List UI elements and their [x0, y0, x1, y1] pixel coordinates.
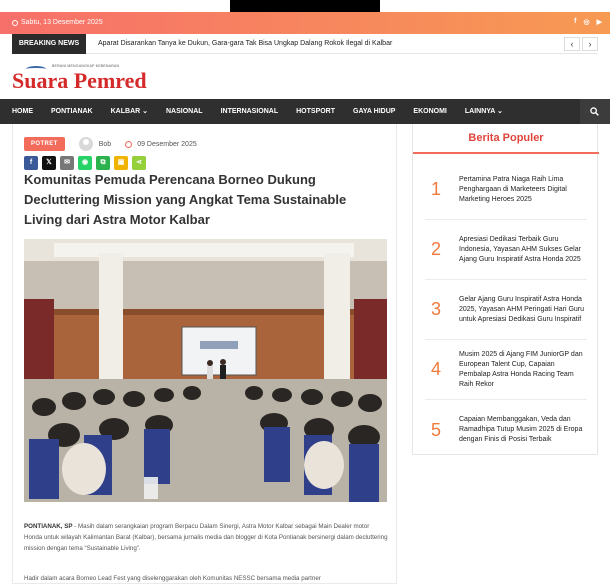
article-paragraph-1-text: - Masih dalam serangkaian program Berpacu Dalam Sinergi, Astra Motor Kalbar sebagai Main Dealer motor Honda untuk wilayah Kalimantan Barat (Kalbar), bersama jurnalis media dan blogger di Kota Pontianak bersinergi dalam decluttering mission dengan tema “Sustainable Living”.: [24, 523, 388, 552]
breaking-news-controls: [564, 37, 598, 51]
site-logo[interactable]: [12, 62, 172, 92]
publish-date: 09 Desember 2025: [137, 140, 197, 148]
nav-hotsport[interactable]: HOTSPORT: [296, 108, 336, 115]
nav-pontianak[interactable]: PONTIANAK: [51, 108, 93, 115]
article-paragraph-1: [24, 521, 389, 554]
facebook-icon[interactable]: f: [574, 18, 577, 25]
clock-icon: [12, 20, 18, 26]
popular-item[interactable]: [425, 160, 587, 220]
popular-headline[interactable]: Apresiasi Dedikasi Terbaik Guru Indonesia, Yayasan AHM Sukses Gelar Ajang Guru Inspiratif Astra Honda 2025: [459, 235, 581, 263]
popular-rank: 5: [431, 419, 442, 440]
nav-home[interactable]: HOME: [12, 108, 33, 115]
logo-tagline: BERANI MENGUNGKAP KEBENARAN: [52, 64, 120, 68]
instagram-icon[interactable]: ◎: [583, 19, 590, 26]
social-links: [574, 18, 602, 26]
popular-rank: 2: [431, 239, 442, 259]
popular-news-divider: [413, 152, 599, 154]
popular-news-sidebar: [412, 124, 598, 455]
share-buttons: [24, 156, 146, 170]
popular-item[interactable]: [425, 220, 587, 280]
nav-nasional[interactable]: NASIONAL: [166, 108, 203, 115]
logo-name: Suara Pemred: [12, 68, 147, 93]
top-bar: [0, 12, 610, 34]
popular-item[interactable]: [425, 280, 587, 340]
nav-lainnya[interactable]: LAINNYA ⌄: [464, 108, 503, 115]
breaking-news-headline[interactable]: Aparat Disarankan Tanya ke Dukun, Gara-gara Tak Bisa Ungkap Dalang Rokok Ilegal di Kalbar: [98, 40, 393, 47]
print-button[interactable]: ▣: [114, 156, 128, 170]
popular-headline[interactable]: Musim 2025 di Ajang FIM JuniorGP dan European Talent Cup, Capaian Pembalap Astra Honda Racing Team Raih Rekor: [459, 350, 583, 388]
main-navigation: [0, 99, 610, 124]
dateline: PONTIANAK, SP: [24, 523, 73, 530]
popular-news-title: Berita Populer: [468, 132, 544, 144]
nav-ekonomi[interactable]: EKONOMI: [413, 108, 447, 115]
article-paragraph-2: Hadir dalam acara Borneo Lead Fest yang diselenggarakan oleh Komunitas NESSC bersama media partner: [24, 575, 321, 582]
whatsapp-share-button[interactable]: ◉: [78, 156, 92, 170]
search-icon: [590, 107, 599, 116]
facebook-share-button[interactable]: f: [24, 156, 38, 170]
author-avatar: [79, 137, 93, 151]
chevron-left-icon[interactable]: ‹: [564, 37, 580, 51]
popular-item[interactable]: [425, 400, 587, 460]
clock-icon: [125, 141, 132, 148]
breaking-news-bar: [12, 34, 598, 54]
breaking-news-label: BREAKING NEWS: [12, 34, 86, 54]
more-share-button[interactable]: ⋖: [132, 156, 146, 170]
popular-rank: 3: [431, 299, 442, 319]
author-name[interactable]: Bob: [98, 140, 112, 148]
top-advertisement-banner[interactable]: [230, 0, 380, 12]
article-container: [12, 124, 397, 584]
article-photo[interactable]: [24, 239, 387, 502]
popular-headline[interactable]: Gelar Ajang Guru Inspiratif Astra Honda 2025, Yayasan AHM Peringati Hari Guru untuk Apresiasi Dedikasi Guru Inspiratif: [459, 295, 585, 323]
popular-headline[interactable]: Capaian Membanggakan, Veda dan Ramadhipa Tutup Musim 2025 di Eropa dengan Finis di Posisi Terbaik: [459, 416, 583, 443]
category-badge[interactable]: POTRET: [24, 137, 65, 151]
nav-kalbar[interactable]: KALBAR ⌄: [110, 108, 148, 115]
copy-link-button[interactable]: ⧉: [96, 156, 110, 170]
youtube-icon[interactable]: ▶: [596, 19, 602, 26]
popular-item[interactable]: [425, 340, 587, 400]
event-photo-illustration: [24, 239, 387, 502]
popular-rank: 1: [431, 179, 442, 199]
article-meta: [24, 136, 197, 152]
x-share-button[interactable]: 𝕏: [42, 156, 56, 170]
popular-rank: 4: [431, 359, 442, 379]
popular-headline[interactable]: Pertamina Patra Niaga Raih Lima Penghargaan di Marketeers Digital Marketing Heroes 2025: [459, 175, 567, 203]
nav-gaya-hidup[interactable]: GAYA HIDUP: [353, 108, 396, 115]
email-share-button[interactable]: ✉: [60, 156, 74, 170]
current-date-text: Sabtu, 13 Desember 2025: [21, 19, 103, 26]
chevron-right-icon[interactable]: ›: [582, 37, 598, 51]
search-button[interactable]: [580, 99, 610, 124]
article-title: Komunitas Pemuda Perencana Borneo Dukung Decluttering Mission yang Angkat Tema Sustainable Living dari Astra Motor Kalbar: [24, 172, 347, 227]
nav-internasional[interactable]: INTERNASIONAL: [220, 108, 279, 115]
current-date: [12, 19, 103, 26]
